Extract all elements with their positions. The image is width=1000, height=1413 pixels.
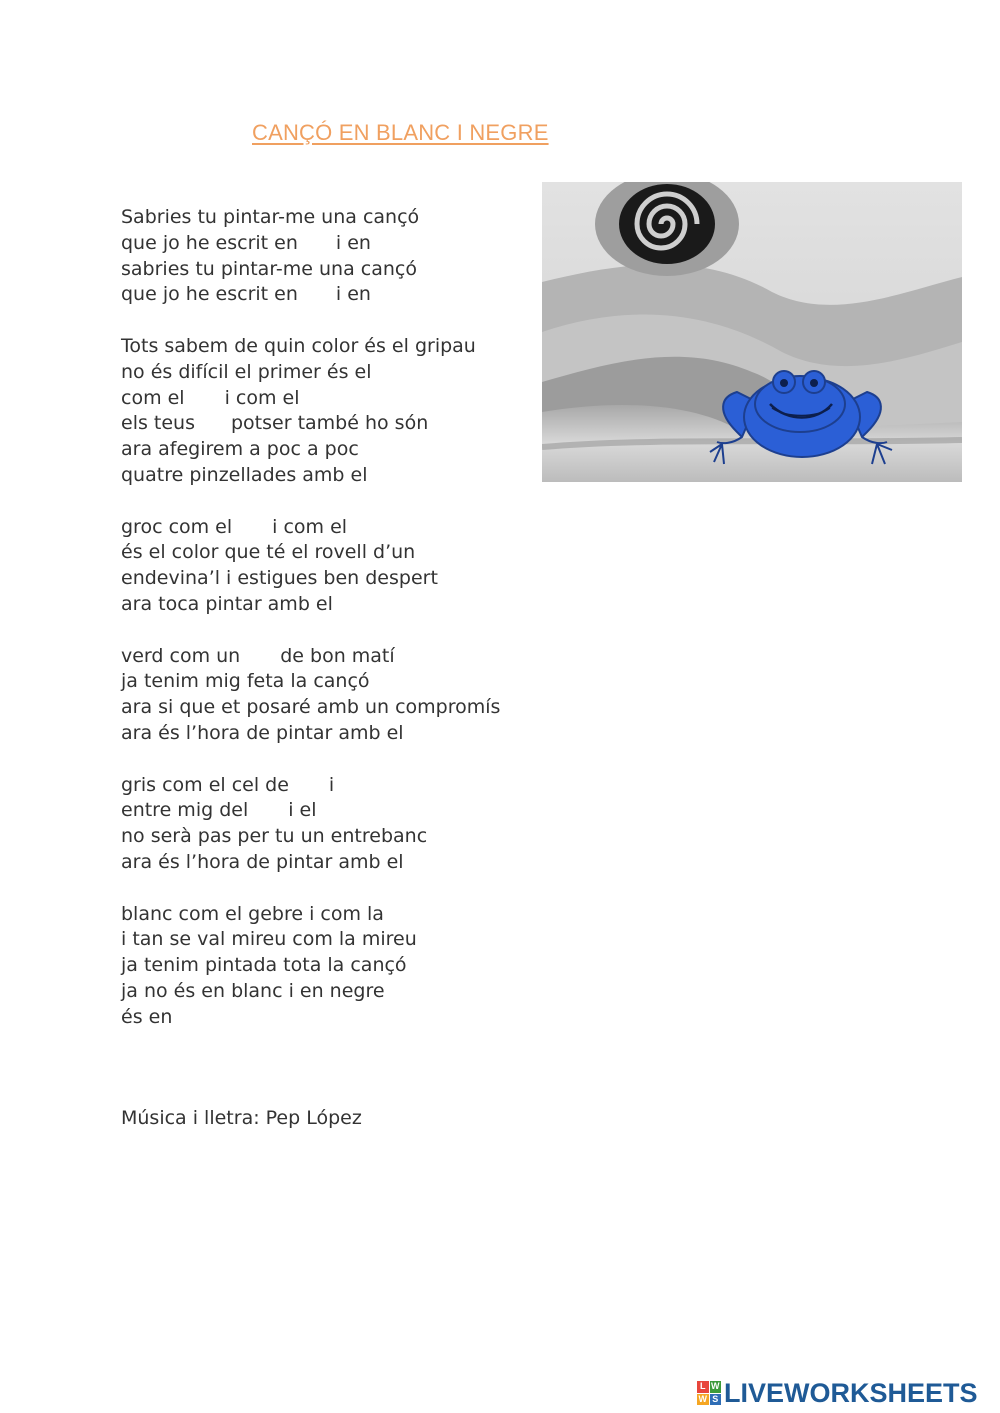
- lyric-line: ja no és en blanc i en negre: [121, 979, 385, 1002]
- stanza: [121, 205, 551, 308]
- page-title: CANÇÓ EN BLANC I NEGRE: [252, 120, 549, 145]
- lyric-line: Tots sabem de quin color és el gripau: [121, 334, 476, 357]
- stanza: [121, 902, 551, 1031]
- liveworksheets-logo-mark: [697, 1381, 721, 1405]
- liveworksheets-logo: [697, 1378, 978, 1408]
- lyric-line: ara és l’hora de pintar amb el: [121, 850, 404, 873]
- lyric-line: que jo he escrit en i en: [121, 283, 371, 306]
- logo-mark-tile: L: [697, 1381, 709, 1393]
- lyric-line: gris com el cel de i: [121, 773, 335, 796]
- lyric-line: ja tenim pintada tota la cançó: [121, 954, 407, 977]
- lyric-line: ja tenim mig feta la cançó: [121, 670, 370, 693]
- logo-mark-tile: W: [711, 1381, 720, 1392]
- lyric-line: ara si que et posaré amb un compromís: [121, 696, 501, 719]
- lyric-line: no serà pas per tu un entrebanc: [121, 825, 428, 848]
- lyric-line: com el i com el: [121, 386, 300, 409]
- stanza: [121, 334, 551, 489]
- lyric-line: sabries tu pintar-me una cançó: [121, 257, 417, 280]
- credits: Música i lletra: Pep López: [121, 1107, 362, 1129]
- lyric-line: blanc com el gebre i com la: [121, 902, 384, 925]
- stanza: [121, 644, 551, 747]
- lyric-line: que jo he escrit en i en: [121, 231, 371, 254]
- lyric-line: endevina’l i estigues ben despert: [121, 567, 438, 590]
- lyric-line: no és difícil el primer és el: [121, 360, 372, 383]
- lyric-line: és en: [121, 1005, 173, 1028]
- lyric-line: verd com un de bon matí: [121, 644, 395, 667]
- lyric-line: ara és l’hora de pintar amb el: [121, 721, 404, 744]
- liveworksheets-logo-text: LIVEWORKSHEETS: [724, 1377, 978, 1408]
- lyric-line: Sabries tu pintar-me una cançó: [121, 206, 420, 228]
- song-lyrics: [121, 205, 551, 1056]
- lyric-line: groc com el i com el: [121, 515, 348, 538]
- stanza: [121, 515, 551, 618]
- frog-illustration: [542, 182, 962, 482]
- lyric-line: ara toca pintar amb el: [121, 592, 333, 615]
- lyric-line: entre mig del i el: [121, 799, 317, 822]
- lyric-line: els teus potser també ho són: [121, 412, 429, 435]
- lyric-line: i tan se val mireu com la mireu: [121, 928, 417, 951]
- stanza: [121, 773, 551, 876]
- lyric-line: ara afegirem a poc a poc: [121, 438, 359, 461]
- logo-mark-tile: S: [710, 1394, 722, 1406]
- logo-mark-tile: W: [698, 1393, 707, 1404]
- lyric-line: quatre pinzellades amb el: [121, 463, 368, 486]
- lyric-line: és el color que té el rovell d’un: [121, 541, 416, 564]
